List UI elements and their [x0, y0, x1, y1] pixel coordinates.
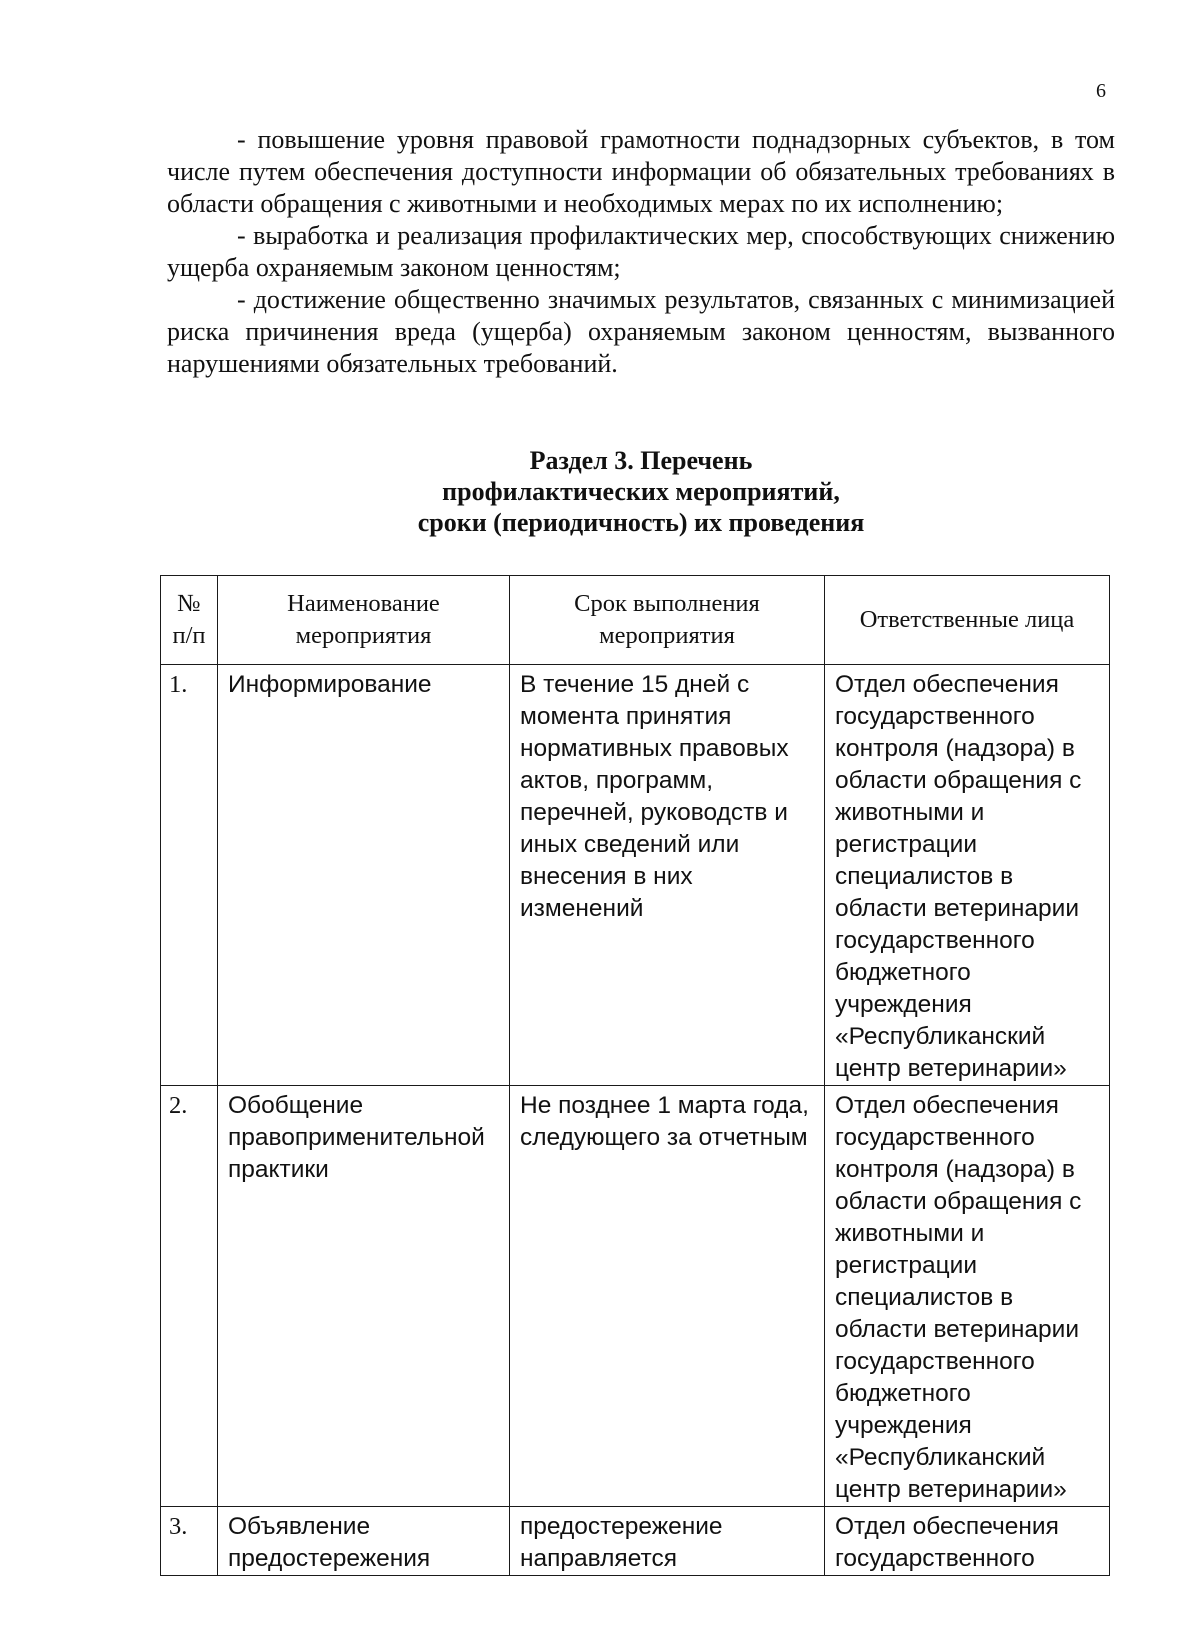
table-row	[161, 1507, 1110, 1576]
section-title	[167, 445, 1115, 538]
row-term: предостережение направляется	[510, 1507, 825, 1576]
row-responsible: Отдел обеспечения государственного контроля (надзора) в области обращения с животными и регистрации специалистов в области ветеринарии государственного бюджетного учреждения «Республиканский центр ветеринарии»	[825, 1086, 1110, 1507]
header-name: Наименование мероприятия	[218, 576, 510, 665]
section-title-line: Раздел 3. Перечень	[529, 446, 753, 475]
row-responsible: Отдел обеспечения государственного контроля (надзора) в области обращения с животными и регистрации специалистов в области ветеринарии государственного бюджетного учреждения «Республиканский центр ветеринарии»	[825, 665, 1110, 1086]
row-name: Информирование	[218, 665, 510, 1086]
table-row	[161, 1086, 1110, 1507]
row-term: В течение 15 дней с момента принятия нормативных правовых актов, программ, перечней, руководств и иных сведений или внесения в них изменений	[510, 665, 825, 1086]
measures-table	[160, 575, 1110, 1576]
header-responsible: Ответственные лица	[825, 576, 1110, 665]
page-number: 6	[1096, 80, 1106, 102]
row-term: Не позднее 1 марта года, следующего за отчетным	[510, 1086, 825, 1507]
section-title-line: профилактических мероприятий,	[442, 477, 840, 506]
intro-text	[167, 124, 1115, 380]
table-header-row	[161, 576, 1110, 665]
row-num: 2.	[161, 1086, 218, 1507]
row-responsible: Отдел обеспечения государственного	[825, 1507, 1110, 1576]
row-num: 3.	[161, 1507, 218, 1576]
row-num: 1.	[161, 665, 218, 1086]
intro-paragraph: - повышение уровня правовой грамотности поднадзорных субъектов, в том числе путем обеспечения доступности информации об обязательных требованиях в области обращения с животными и необходимых мерах по их исполнению;	[167, 125, 1115, 218]
header-num: № п/п	[161, 576, 218, 665]
section-title-line: сроки (периодичность) их проведения	[417, 508, 865, 537]
header-term: Срок выполнения мероприятия	[510, 576, 825, 665]
row-name: Объявление предостережения	[218, 1507, 510, 1576]
intro-paragraph: - достижение общественно значимых результатов, связанных с минимизацией риска причинения вреда (ущерба) охраняемым законом ценностям, вызванного нарушениями обязательных требований.	[167, 285, 1115, 378]
table-row	[161, 665, 1110, 1086]
row-name: Обобщение правоприменительной практики	[218, 1086, 510, 1507]
intro-paragraph: - выработка и реализация профилактических мер, способствующих снижению ущерба охраняемым законом ценностям;	[167, 221, 1115, 282]
